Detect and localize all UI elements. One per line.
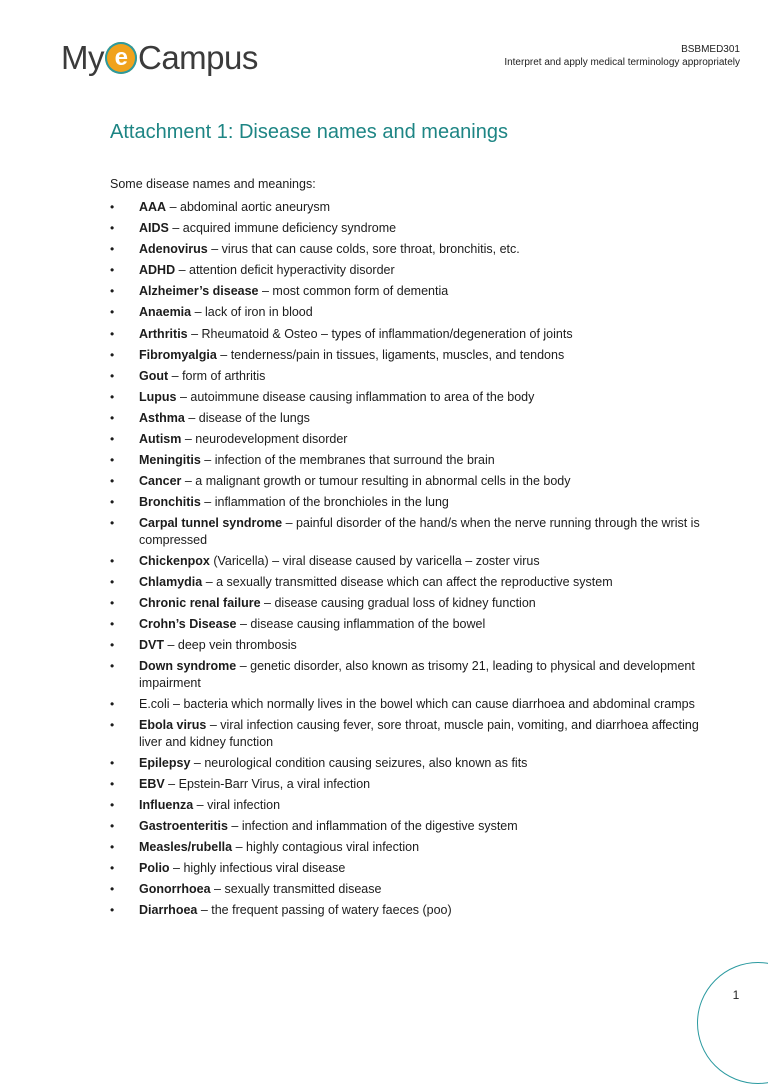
bullet-icon: • — [110, 453, 115, 468]
page-number: 1 — [732, 988, 740, 1002]
page-title: Attachment 1: Disease names and meanings — [110, 121, 508, 143]
bullet-icon: • — [110, 284, 115, 299]
bullet-icon: • — [110, 326, 115, 341]
bullet-icon: • — [110, 797, 115, 812]
bullet-icon: • — [110, 347, 115, 362]
disease-term: Diarrhoea — [139, 903, 198, 918]
disease-list — [110, 199, 700, 924]
bullet-icon: • — [110, 718, 115, 733]
bullet-icon: • — [110, 242, 115, 257]
bullet-icon: • — [110, 819, 115, 834]
disease-term: Cancer — [139, 474, 182, 489]
bullet-icon: • — [110, 263, 115, 278]
mycampus-logo — [61, 38, 258, 78]
disease-meaning: E.coli – bacteria which normally lives in the bowel which can cause diarrhoea and abdominal cramps — [139, 697, 695, 712]
bullet-icon: • — [110, 495, 115, 510]
disease-meaning: – highly contagious viral infection — [232, 840, 420, 855]
disease-term: Measles/rubella — [139, 840, 233, 855]
disease-term: Chlamydia — [139, 575, 203, 590]
list-item — [110, 776, 700, 793]
disease-term: ADHD — [139, 263, 176, 278]
disease-meaning: – form of arthritis — [168, 368, 266, 383]
bullet-icon: • — [110, 389, 115, 404]
disease-term: Anaemia — [139, 305, 192, 320]
list-item — [110, 902, 700, 919]
list-item — [110, 717, 700, 750]
disease-meaning: – disease causing inflammation of the bowel — [236, 617, 486, 632]
list-item — [110, 389, 700, 406]
list-item — [110, 220, 700, 237]
bullet-icon: • — [110, 638, 115, 653]
disease-term: Meningitis — [139, 453, 201, 468]
bullet-icon: • — [110, 200, 115, 214]
disease-term: DVT — [139, 638, 164, 653]
list-item — [110, 553, 700, 570]
disease-term: Gonorrhoea — [139, 882, 211, 897]
disease-term: Lupus — [139, 389, 177, 404]
bullet-icon: • — [110, 903, 115, 918]
list-item — [110, 637, 700, 654]
bullet-icon: • — [110, 410, 115, 425]
logo-text-suffix: Campus — [138, 39, 258, 76]
disease-meaning: – disease of the lungs — [184, 410, 310, 425]
list-item — [110, 326, 700, 343]
disease-term: Chronic renal failure — [139, 596, 261, 611]
disease-meaning: – tenderness/pain in tissues, ligaments, muscles, and tendons — [216, 347, 565, 362]
disease-term: AIDS — [139, 221, 169, 236]
disease-meaning: – neurological condition causing seizures, also known as fits — [190, 755, 528, 770]
bullet-icon: • — [110, 305, 115, 320]
disease-meaning: – infection of the membranes that surround the brain — [200, 453, 495, 468]
list-item — [110, 881, 700, 898]
disease-term: Down syndrome — [139, 659, 237, 674]
disease-meaning: – a malignant growth or tumour resulting in abnormal cells in the body — [181, 474, 571, 489]
disease-meaning: – Epstein-Barr Virus, a viral infection — [164, 776, 371, 791]
bullet-icon: • — [110, 596, 115, 611]
disease-term: Epilepsy — [139, 755, 191, 770]
disease-term: Adenovirus — [139, 242, 208, 257]
disease-meaning: – disease causing gradual loss of kidney function — [260, 596, 536, 611]
disease-term: Alzheimer’s disease — [139, 284, 259, 299]
list-item — [110, 860, 700, 877]
bullet-icon: • — [110, 554, 115, 568]
list-item — [110, 658, 700, 691]
bullet-icon: • — [110, 755, 115, 770]
logo-text-prefix: My — [61, 39, 104, 76]
bullet-icon: • — [110, 617, 115, 632]
bullet-icon: • — [110, 575, 115, 590]
disease-meaning: – a sexually transmitted disease which can affect the reproductive system — [202, 575, 613, 590]
disease-term: Asthma — [139, 410, 185, 425]
disease-term: Gout — [139, 368, 169, 383]
disease-meaning: – acquired immune deficiency syndrome — [168, 221, 397, 236]
disease-meaning: – highly infectious viral disease — [169, 861, 346, 876]
bullet-icon: • — [110, 368, 115, 383]
list-item — [110, 797, 700, 814]
list-item — [110, 431, 700, 448]
disease-meaning: – infection and inflammation of the digestive system — [227, 819, 518, 834]
list-item — [110, 818, 700, 835]
logo-e-icon: e — [105, 42, 137, 74]
list-item — [110, 347, 700, 364]
bullet-icon: • — [110, 697, 115, 712]
disease-term: Chickenpox — [139, 554, 210, 568]
disease-meaning: – sexually transmitted disease — [210, 882, 382, 897]
disease-term: Bronchitis — [139, 495, 201, 510]
disease-meaning: – inflammation of the bronchioles in the lung — [200, 495, 449, 510]
disease-term: Gastroenteritis — [139, 819, 228, 834]
bullet-icon: • — [110, 861, 115, 876]
list-item — [110, 696, 700, 713]
disease-term: Fibromyalgia — [139, 347, 217, 362]
disease-term: Autism — [139, 432, 182, 447]
page-number-circle — [697, 962, 768, 1084]
disease-term: Influenza — [139, 797, 194, 812]
disease-meaning: – viral infection — [193, 797, 281, 812]
list-item — [110, 755, 700, 772]
bullet-icon: • — [110, 474, 115, 489]
intro-text: Some disease names and meanings: — [110, 177, 316, 191]
disease-meaning: – abdominal aortic aneurysm — [166, 200, 331, 214]
bullet-icon: • — [110, 882, 115, 897]
disease-meaning: – deep vein thrombosis — [164, 638, 297, 653]
disease-meaning: – painful disorder of the hand/s when the nerve running through the wrist is compressed — [139, 516, 700, 547]
list-item — [110, 304, 700, 321]
list-item — [110, 574, 700, 591]
bullet-icon: • — [110, 840, 115, 855]
list-item — [110, 452, 700, 469]
disease-meaning: – autoimmune disease causing inflammation to area of the body — [176, 389, 535, 404]
list-item — [110, 595, 700, 612]
disease-term: EBV — [139, 776, 165, 791]
list-item — [110, 473, 700, 490]
bullet-icon: • — [110, 516, 115, 531]
bullet-icon: • — [110, 432, 115, 447]
list-item — [110, 283, 700, 300]
list-item — [110, 368, 700, 385]
disease-term: Arthritis — [139, 326, 188, 341]
list-item — [110, 515, 700, 548]
list-item — [110, 616, 700, 633]
disease-term: Ebola virus — [139, 718, 207, 733]
list-item — [110, 839, 700, 856]
disease-meaning: – most common form of dementia — [258, 284, 449, 299]
document-header — [504, 43, 740, 69]
disease-meaning: – the frequent passing of watery faeces (poo) — [197, 903, 452, 918]
bullet-icon: • — [110, 221, 115, 236]
disease-meaning: – virus that can cause colds, sore throat, bronchitis, etc. — [207, 242, 520, 257]
disease-meaning: – neurodevelopment disorder — [181, 432, 348, 447]
disease-meaning: – attention deficit hyperactivity disorder — [175, 263, 395, 278]
disease-term: Polio — [139, 861, 170, 876]
list-item — [110, 199, 700, 216]
disease-meaning: – Rheumatoid & Osteo – types of inflammation/degeneration of joints — [187, 326, 573, 341]
disease-meaning: (Varicella) – viral disease caused by varicella – zoster virus — [209, 554, 540, 568]
disease-term: AAA — [139, 200, 167, 214]
bullet-icon: • — [110, 659, 115, 674]
list-item — [110, 241, 700, 258]
list-item — [110, 494, 700, 511]
unit-subtitle: Interpret and apply medical terminology appropriately — [504, 57, 740, 68]
bullet-icon: • — [110, 776, 115, 791]
list-item — [110, 410, 700, 427]
disease-meaning: – genetic disorder, also known as trisomy 21, leading to physical and development impairment — [139, 659, 695, 690]
disease-meaning: – viral infection causing fever, sore throat, muscle pain, vomiting, and diarrhoea affecting liver and kidney function — [139, 718, 699, 749]
unit-code: BSBMED301 — [681, 44, 740, 55]
disease-meaning: – lack of iron in blood — [191, 305, 313, 320]
list-item — [110, 262, 700, 279]
disease-term: Carpal tunnel syndrome — [139, 516, 283, 531]
disease-term: Crohn’s Disease — [139, 617, 237, 632]
